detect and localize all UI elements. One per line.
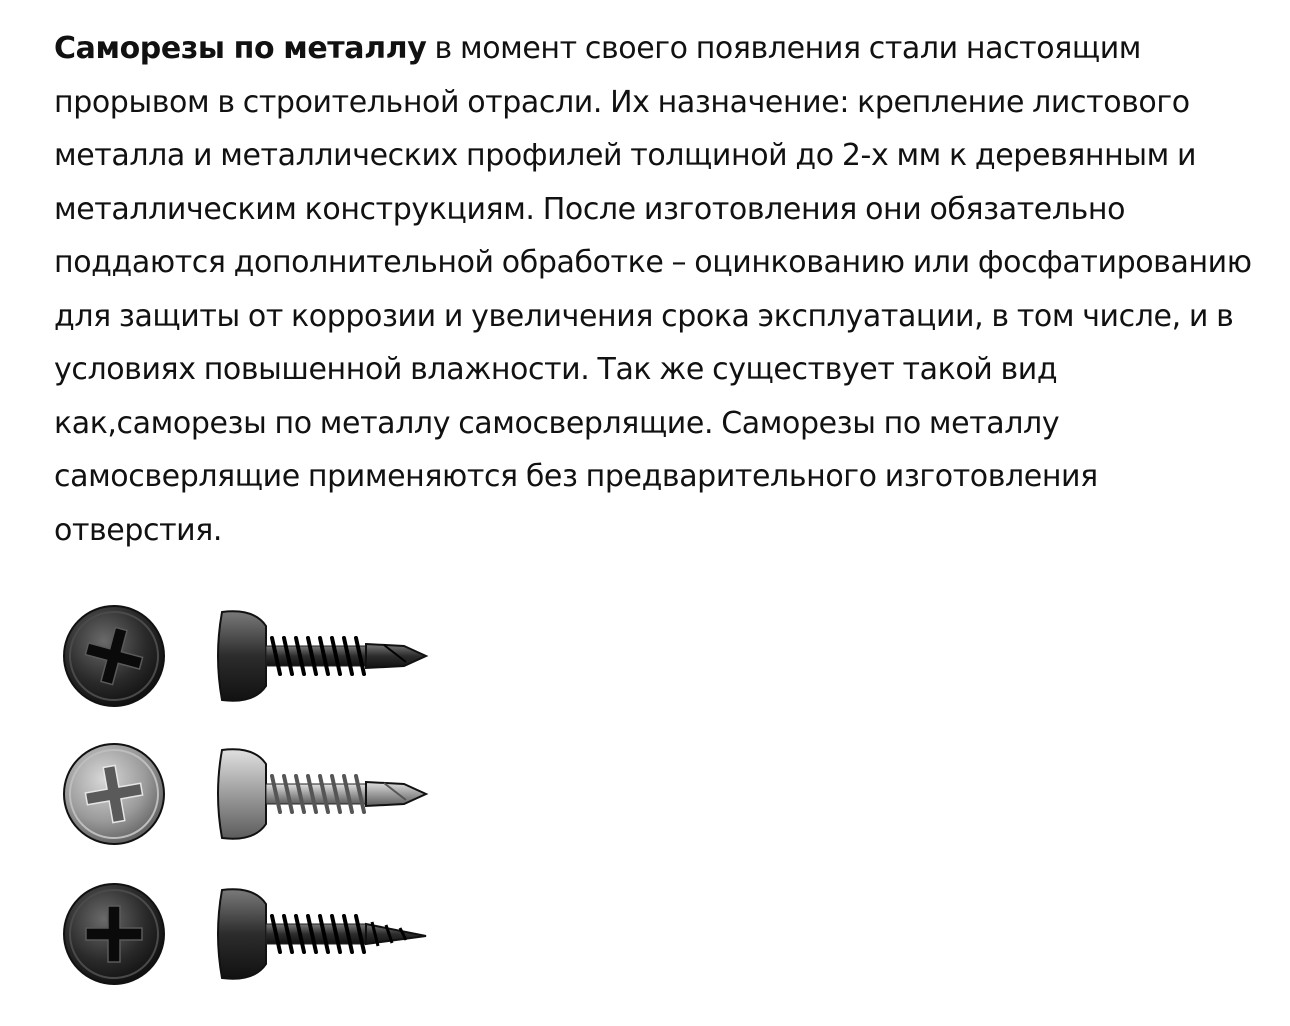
screw-head-top-view	[64, 884, 164, 984]
screws-illustration	[54, 596, 434, 996]
article	[54, 22, 1254, 557]
article-body: в момент своего появления стали настоящим прорывом в строительной отрасли. Их назначение: крепление листового металла и металлических профилей толщиной до 2-х мм к деревянным и металлическим конструкциям. После изготовления они обязательно поддаются дополнительной обработке – оцинкованию или фосфатированию для защиты от коррозии и увеличения срока эксплуатации, в том числе, и в условиях повышенной влажности. Так же существует такой вид как,саморезы по металлу самосверлящие. Саморезы по металлу самосверлящие применяются без предварительного изготовления отверстия.	[54, 31, 1252, 548]
screw-side-view	[218, 749, 426, 838]
screw-head-top-view	[64, 606, 164, 706]
article-lead: Саморезы по металлу	[54, 31, 427, 66]
zinc-drill-screw	[64, 744, 426, 844]
black-sharp-screw	[64, 884, 426, 984]
article-paragraph	[54, 22, 1254, 557]
black-drill-screw	[64, 606, 426, 706]
screw-head-top-view	[64, 744, 164, 844]
screws-image	[54, 596, 434, 996]
screw-side-view	[218, 611, 426, 700]
screw-side-view	[218, 889, 426, 978]
